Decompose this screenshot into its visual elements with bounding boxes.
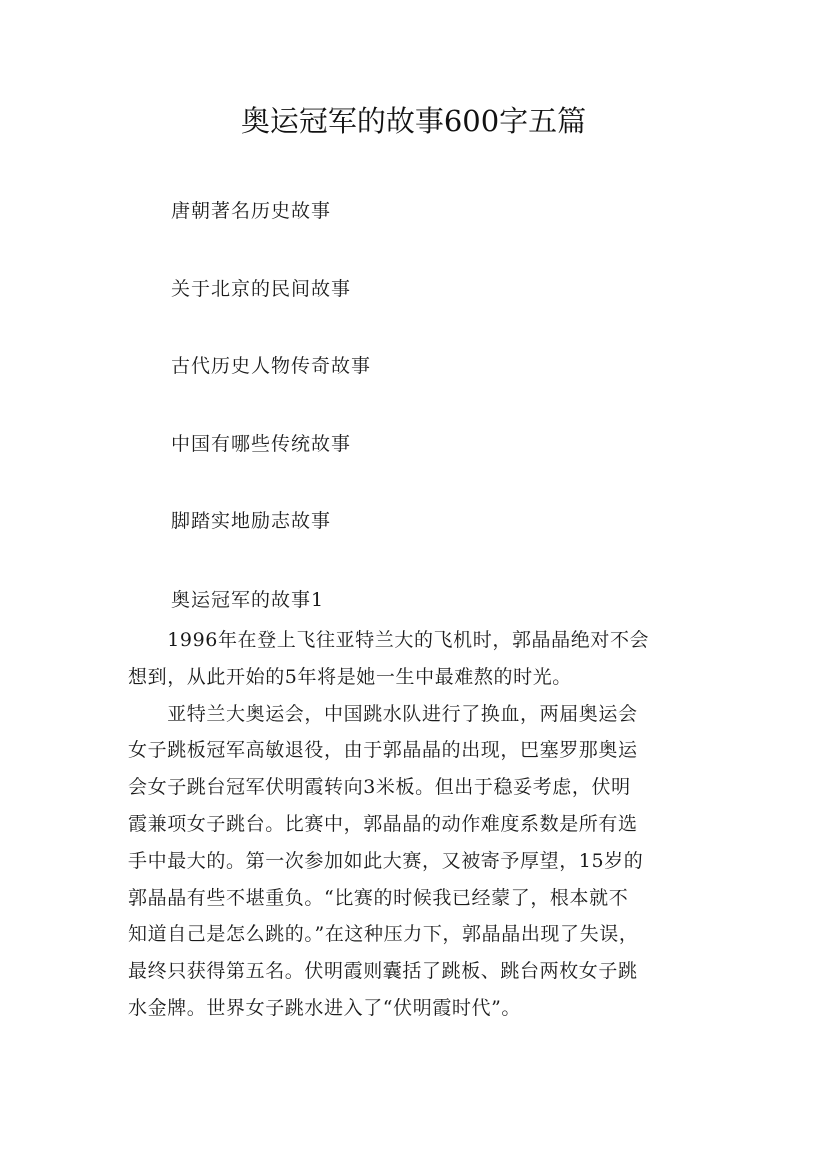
paragraph-line: 1996年在登上飞往亚特兰大的飞机时，郭晶晶绝对不会: [128, 629, 650, 651]
section-heading: 奥运冠军的故事1: [171, 589, 325, 611]
paragraph-line: 霞兼项女子跳台。比赛中，郭晶晶的动作难度系数是所有选: [128, 812, 638, 835]
paragraph-line: 水金牌。世界女子跳水进入了“伏明霞时代”。: [128, 996, 522, 1019]
paragraph-line: 郭晶晶有些不堪重负。“比赛的时候我已经蒙了，根本就不: [128, 886, 629, 909]
paragraph-line: 最终只获得第五名。伏明霞则囊括了跳板、跳台两枚女子跳: [128, 960, 638, 983]
toc-item[interactable]: 唐朝著名历史故事: [171, 200, 332, 222]
toc-item[interactable]: 关于北京的民间故事: [171, 278, 352, 300]
toc-item[interactable]: 古代历史人物传奇故事: [171, 355, 372, 377]
document-title: 奥运冠军的故事600字五篇: [240, 104, 587, 138]
paragraph-line: 会女子跳台冠军伏明霞转向3米板。但出于稳妥考虑，伏明: [128, 776, 631, 799]
paragraph-line: 想到，从此开始的5年将是她一生中最难熬的时光。: [128, 665, 572, 688]
toc-item[interactable]: 中国有哪些传统故事: [171, 433, 352, 455]
story-paragraph: [128, 622, 703, 1027]
paragraph-line: 知道自己是怎么跳的。”在这种压力下，郭晶晶出现了失误，: [128, 923, 639, 946]
paragraph-line: 亚特兰大奥运会，中国跳水队进行了换血，两届奥运会: [128, 702, 638, 725]
paragraph-line: 女子跳板冠军高敏退役，由于郭晶晶的出现，巴塞罗那奥运: [128, 739, 638, 762]
toc-item[interactable]: 脚踏实地励志故事: [171, 510, 332, 532]
paragraph-line: 手中最大的。第一次参加如此大赛，又被寄予厚望，15岁的: [128, 849, 644, 872]
